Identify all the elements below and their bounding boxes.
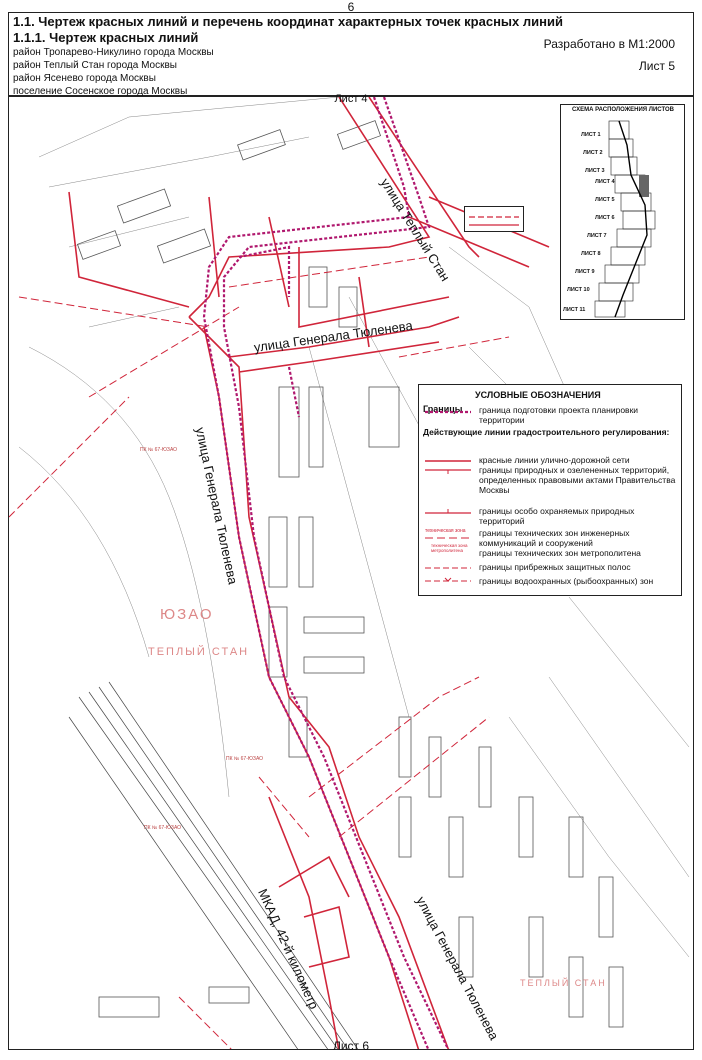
water-zone-symbol — [423, 577, 473, 585]
district-line: район Теплый Стан города Москвы — [13, 60, 177, 71]
sheet-top-label: Лист 4 — [334, 93, 368, 105]
map-legend — [418, 384, 682, 596]
district-label-teplyi-stan-2: ТЕПЛЫЙ СТАН — [520, 978, 607, 988]
legend-lines-heading: Действующие линии градостроительного регулирования: — [423, 427, 670, 437]
legend-title: УСЛОВНЫЕ ОБОЗНАЧЕНИЯ — [475, 390, 601, 400]
tech-zone-symbol-text: техническая зона — [425, 528, 466, 534]
scheme-sheet: ЛИСТ 10 — [567, 287, 590, 293]
scheme-sheet: ЛИСТ 1 — [581, 132, 601, 138]
inset-symbol — [465, 207, 523, 231]
district-line: район Ясенево города Москвы — [13, 73, 156, 84]
legend-item: красные линии улично-дорожной сети — [479, 455, 630, 465]
sheet-bottom-label: Лист 6 — [332, 1039, 370, 1053]
street-label-mkad: МКАД, 42-й километр — [255, 886, 322, 1012]
street-label-teplyi-stan: улица Теплый Стан — [377, 175, 454, 284]
scheme-sheet: ЛИСТ 9 — [575, 269, 595, 275]
scale-note: Разработано в М1:2000 — [543, 37, 675, 51]
point-label: ПК № 67-ЮЗАО — [226, 756, 264, 762]
sheet-number: Лист 5 — [638, 59, 675, 73]
title-block — [8, 12, 694, 96]
street-label-tyuleneva-h: улица Генерала Тюленева — [252, 317, 414, 355]
protected-area-symbol — [423, 508, 473, 516]
legend-item: границы технических зон инженерных коммуникаций и сооружений — [479, 528, 630, 548]
scheme-sheet: ЛИСТ 4 — [595, 179, 615, 185]
page-subtitle: 1.1.1. Чертеж красных линий — [13, 30, 199, 45]
legend-boundary-item: граница подготовки проекта планировки территории — [479, 405, 639, 425]
metro-zone-symbol-text: техническая зона метрополитена — [431, 543, 468, 553]
legend-item: границы природных и озелененных территорий, определенных правовыми актами Правительства Москвы — [479, 465, 676, 495]
point-label: ПК № 67-ЮЗАО — [144, 825, 182, 831]
legend-item: границы прибрежных защитных полос — [479, 562, 631, 572]
page-title: 1.1. Чертеж красных линий и перечень координат характерных точек красных линий — [13, 14, 563, 29]
shore-strip-symbol — [423, 565, 473, 571]
district-line: район Тропарево-Никулино города Москвы — [13, 47, 214, 58]
district-line: поселение Сосенское города Москвы — [13, 86, 188, 97]
scheme-sheet: ЛИСТ 8 — [581, 251, 601, 257]
legend-boundaries-heading: Границы — [423, 404, 463, 414]
district-label-yuzao: ЮЗАО — [160, 606, 214, 623]
scheme-sheet: ЛИСТ 5 — [595, 197, 615, 203]
district-label-teplyi-stan: ТЕПЛЫЙ СТАН — [148, 646, 250, 658]
legend-item: границы технических зон метрополитена — [479, 548, 641, 558]
scheme-sheet: ЛИСТ 6 — [595, 215, 615, 221]
green-zone-symbol — [423, 467, 473, 475]
line-type-inset — [464, 206, 524, 232]
legend-item: границы водоохранных (рыбоохранных) зон — [479, 576, 654, 586]
street-label-tyuleneva-v: улица Генерала Тюленева — [192, 425, 241, 586]
street-label-tyuleneva-s: улица Генерала Тюленева — [413, 893, 502, 1043]
scheme-sheet: ЛИСТ 7 — [587, 233, 607, 239]
sheet-layout-scheme — [560, 104, 685, 320]
tech-zone-symbol — [423, 535, 473, 541]
page-number: 6 — [347, 0, 355, 14]
red-line-symbol — [423, 458, 473, 464]
point-label: ПК № 67-ЮЗАО — [140, 447, 178, 453]
scheme-sheet: ЛИСТ 3 — [585, 168, 605, 174]
legend-item: границы особо охраняемых природных территорий — [479, 506, 635, 526]
scheme-sheet: ЛИСТ 2 — [583, 150, 603, 156]
scheme-sheet: ЛИСТ 11 — [563, 307, 586, 313]
scheme-title: СХЕМА РАСПОЛОЖЕНИЯ ЛИСТОВ — [572, 107, 674, 113]
boundary-symbol — [423, 409, 473, 415]
